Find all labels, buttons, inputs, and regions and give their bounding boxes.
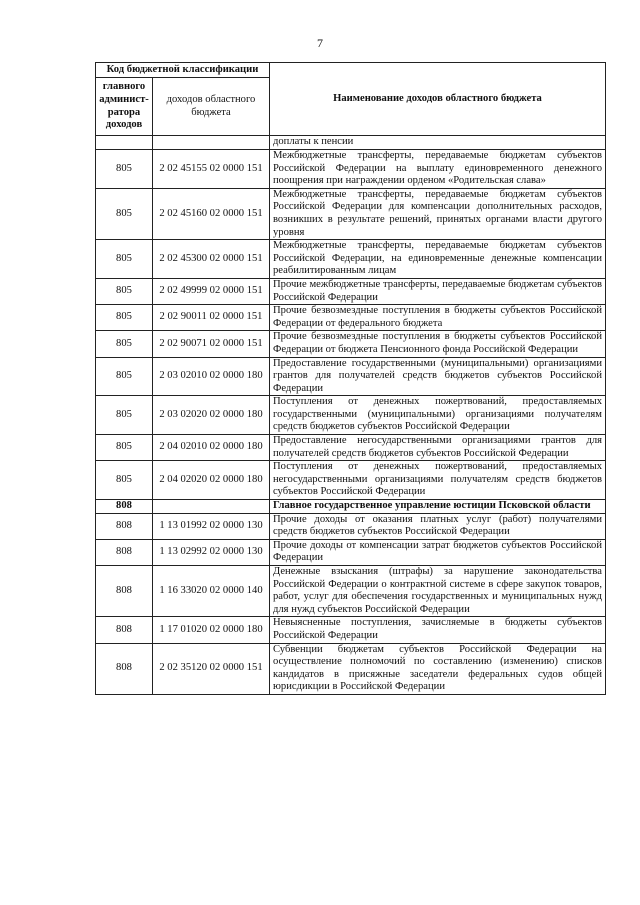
income-name: Денежные взыскания (штрафы) за нарушение законодательства Российской Федерации о контрактной системе в сфере закупок товаров, работ, услуг для обеспечения государственных и муниципальных нужд для нужд субъектов Российской Федерации	[270, 566, 606, 617]
table-row	[96, 539, 606, 565]
table-row	[96, 566, 606, 617]
admin-code: 808	[96, 539, 153, 565]
income-code: 2 04 02020 02 0000 180	[153, 461, 270, 500]
income-code	[153, 500, 270, 514]
income-name: Прочие доходы от компенсации затрат бюджетов субъектов Российской Федерации	[270, 539, 606, 565]
income-code: 2 02 45300 02 0000 151	[153, 240, 270, 279]
admin-code: 808	[96, 513, 153, 539]
table-row	[96, 617, 606, 643]
admin-code: 808	[96, 566, 153, 617]
admin-code: 805	[96, 305, 153, 331]
income-name: Прочие межбюджетные трансферты, передаваемые бюджетам субъектов Российской Федерации	[270, 278, 606, 304]
admin-code: 808	[96, 643, 153, 694]
header-name: Наименование доходов областного бюджета	[270, 63, 606, 136]
income-name: Межбюджетные трансферты, передаваемые бюджетам субъектов Российской Федерации, на единовременные денежные компенсации реабилитированным лицам	[270, 240, 606, 279]
income-name: Невыясненные поступления, зачисляемые в бюджеты субъектов Российской Федерации	[270, 617, 606, 643]
income-name: Субвенции бюджетам субъектов Российской Федерации на осуществление полномочий по составлению (изменению) списков кандидатов в присяжные заседатели федеральных судов общей юрисдикции в Российской Федерации	[270, 643, 606, 694]
admin-code: 805	[96, 435, 153, 461]
admin-code: 808	[96, 617, 153, 643]
table-row	[96, 188, 606, 239]
header-income: доходов областного бюджета	[153, 78, 270, 136]
header-admin: главного админист-ратора доходов	[96, 78, 153, 136]
income-name: Предоставление государственными (муниципальными) организациями грантов для получателей средств бюджетов субъектов Российской Федерации	[270, 357, 606, 396]
income-code: 2 02 45155 02 0000 151	[153, 150, 270, 189]
income-name: Главное государственное управление юстиции Псковской области	[270, 500, 606, 514]
table-row	[96, 305, 606, 331]
income-name: Прочие доходы от оказания платных услуг (работ) получателями средств бюджетов субъектов Российской Федерации	[270, 513, 606, 539]
admin-code: 805	[96, 278, 153, 304]
table-row	[96, 331, 606, 357]
table-row	[96, 396, 606, 435]
admin-code: 805	[96, 331, 153, 357]
table-row	[96, 643, 606, 694]
table-row	[96, 500, 606, 514]
admin-code: 805	[96, 396, 153, 435]
income-code: 2 04 02010 02 0000 180	[153, 435, 270, 461]
table-row	[96, 357, 606, 396]
income-name: Прочие безвозмездные поступления в бюджеты субъектов Российской Федерации от федерального бюджета	[270, 305, 606, 331]
income-code: 1 17 01020 02 0000 180	[153, 617, 270, 643]
table-row	[96, 435, 606, 461]
admin-code: 805	[96, 188, 153, 239]
income-code: 2 02 90011 02 0000 151	[153, 305, 270, 331]
budget-classification-table	[95, 62, 606, 695]
income-code: 1 13 02992 02 0000 130	[153, 539, 270, 565]
income-name: Предоставление негосударственными организациями грантов для получателей средств бюджетов субъектов Российской Федерации	[270, 435, 606, 461]
continuation-text: доплаты к пенсии	[270, 136, 606, 150]
income-code: 2 02 45160 02 0000 151	[153, 188, 270, 239]
income-code: 2 02 90071 02 0000 151	[153, 331, 270, 357]
income-code: 2 02 49999 02 0000 151	[153, 278, 270, 304]
income-name: Прочие безвозмездные поступления в бюджеты субъектов Российской Федерации от бюджета Пенсионного фонда Российской Федерации	[270, 331, 606, 357]
income-name: Межбюджетные трансферты, передаваемые бюджетам субъектов Российской Федерации для компенсации дополнительных расходов, возникших в результате решений, принятых органами власти другого уровня	[270, 188, 606, 239]
income-code: 1 16 33020 02 0000 140	[153, 566, 270, 617]
table-row	[96, 240, 606, 279]
admin-code: 805	[96, 357, 153, 396]
admin-code: 808	[96, 500, 153, 514]
page-number: 7	[317, 36, 323, 50]
table-row	[96, 461, 606, 500]
table-row	[96, 513, 606, 539]
income-code: 1 13 01992 02 0000 130	[153, 513, 270, 539]
income-name: Поступления от денежных пожертвований, предоставляемых государственными (муниципальными) организациями получателям средств бюджетов субъектов Российской Федерации	[270, 396, 606, 435]
table-row	[96, 278, 606, 304]
income-name: Межбюджетные трансферты, передаваемые бюджетам субъектов Российской Федерации на выплату единовременного денежного поощрения при награждении орденом «Родительская слава»	[270, 150, 606, 189]
header-budget-classification-code: Код бюджетной классификации	[96, 63, 270, 78]
income-code: 2 03 02010 02 0000 180	[153, 357, 270, 396]
income-code: 2 02 35120 02 0000 151	[153, 643, 270, 694]
admin-code: 805	[96, 240, 153, 279]
income-name: Поступления от денежных пожертвований, предоставляемых негосударственными организациями получателям средств бюджетов субъектов Российской Федерации	[270, 461, 606, 500]
table-row	[96, 150, 606, 189]
income-code: 2 03 02020 02 0000 180	[153, 396, 270, 435]
admin-code: 805	[96, 150, 153, 189]
admin-code: 805	[96, 461, 153, 500]
